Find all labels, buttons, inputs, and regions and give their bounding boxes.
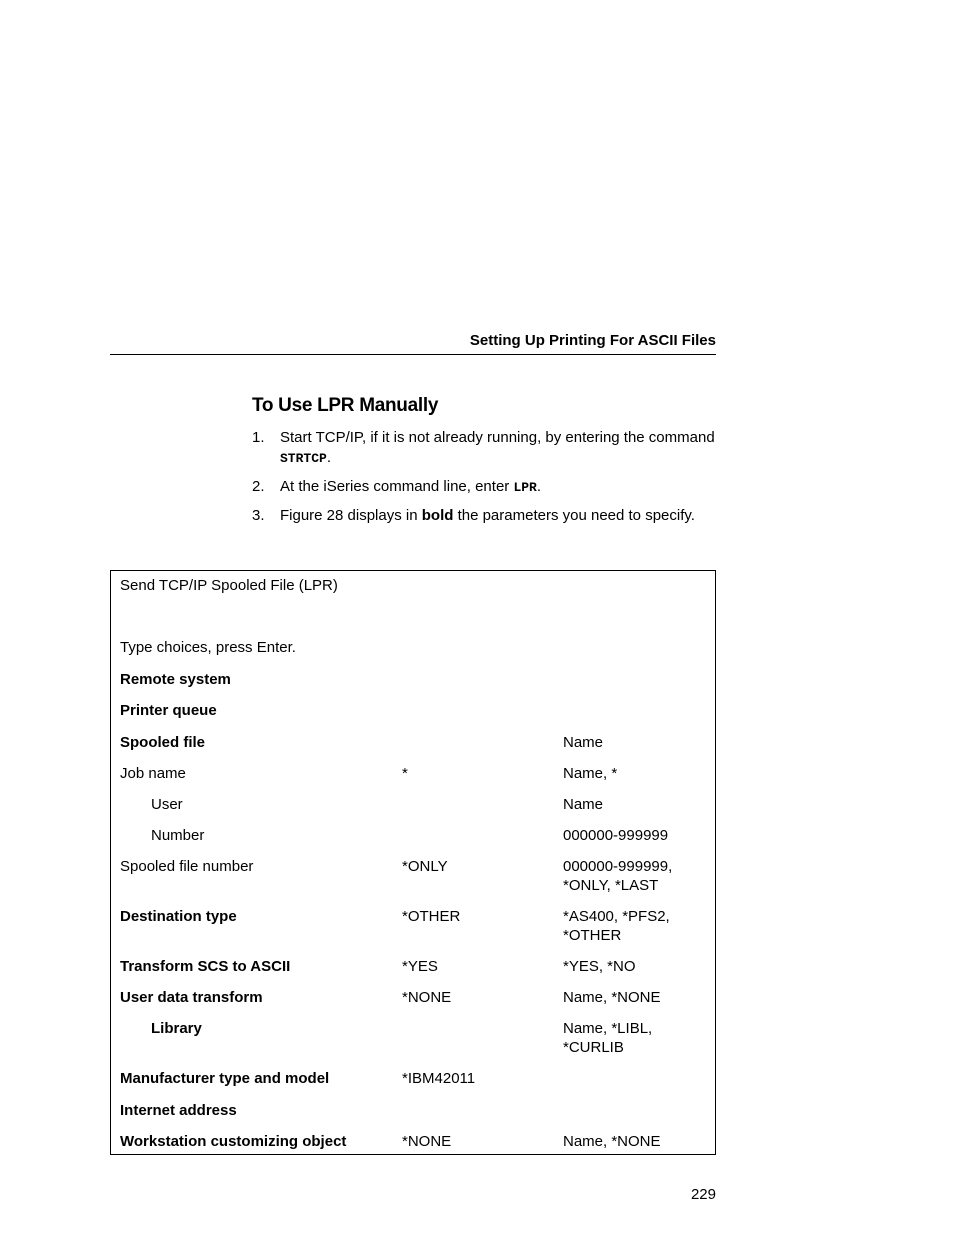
panel-title: Send TCP/IP Spooled File (LPR) bbox=[120, 577, 338, 594]
panel-instruction: Type choices, press Enter. bbox=[120, 639, 296, 656]
param-label: Internet address bbox=[120, 1102, 237, 1119]
param-value: *IBM42011 bbox=[402, 1070, 476, 1087]
param-choices: Name, * bbox=[563, 765, 618, 782]
param-choices: Name, *NONE bbox=[563, 989, 661, 1006]
param-value: * bbox=[402, 765, 408, 782]
param-label: Transform SCS to ASCII bbox=[120, 958, 291, 975]
step-text: Figure 28 displays in bbox=[280, 507, 422, 524]
page-number: 229 bbox=[690, 1186, 716, 1203]
param-label: Destination type bbox=[120, 908, 237, 925]
param-label: Printer queue bbox=[120, 702, 217, 719]
param-label: Number bbox=[151, 827, 205, 844]
step-command: LPR bbox=[513, 480, 537, 495]
section-title: To Use LPR Manually bbox=[252, 395, 439, 416]
param-choices: Name bbox=[563, 734, 604, 751]
param-label: Spooled file bbox=[120, 734, 206, 751]
param-value: *NONE bbox=[402, 1133, 452, 1150]
step-bold-word: bold bbox=[421, 507, 454, 524]
step-item bbox=[252, 428, 722, 469]
param-label: Remote system bbox=[120, 671, 231, 688]
steps-list bbox=[252, 428, 722, 534]
lpr-command-panel bbox=[110, 570, 716, 1155]
param-choices: 000000-999999 bbox=[563, 827, 669, 844]
param-choices: 000000-999999, *ONLY, *LAST bbox=[563, 858, 673, 894]
param-label: Manufacturer type and model bbox=[120, 1070, 330, 1087]
param-label: Workstation customizing object bbox=[120, 1133, 347, 1150]
param-label: Spooled file number bbox=[120, 858, 254, 875]
param-value: *ONLY bbox=[402, 858, 448, 875]
step-text: Start TCP/IP, if it is not already running, by entering the command bbox=[280, 429, 715, 446]
step-text-end: . bbox=[536, 478, 542, 495]
param-choices: Name bbox=[563, 796, 604, 813]
param-value: *NONE bbox=[402, 989, 452, 1006]
param-label: User bbox=[151, 796, 183, 813]
param-label: Job name bbox=[120, 765, 186, 782]
step-command: STRTCP bbox=[280, 451, 327, 466]
step-text-end: the parameters you need to specify. bbox=[453, 507, 695, 524]
step-item bbox=[252, 506, 722, 526]
step-number: 2. bbox=[252, 478, 265, 495]
step-text-end: . bbox=[326, 449, 331, 466]
param-choices: *YES, *NO bbox=[563, 958, 636, 975]
param-choices: Name, *LIBL, *CURLIB bbox=[563, 1020, 653, 1056]
step-text: At the iSeries command line, enter bbox=[280, 478, 514, 495]
param-choices: Name, *NONE bbox=[563, 1133, 661, 1150]
param-value: *YES bbox=[402, 958, 438, 975]
param-choices: *AS400, *PFS2, *OTHER bbox=[563, 908, 670, 944]
running-header: Setting Up Printing For ASCII Files bbox=[469, 332, 716, 349]
step-number: 3. bbox=[252, 507, 265, 524]
header-rule bbox=[110, 354, 716, 355]
step-item bbox=[252, 477, 722, 498]
step-number: 1. bbox=[252, 429, 265, 446]
param-label: User data transform bbox=[120, 989, 263, 1006]
param-label: Library bbox=[151, 1020, 202, 1037]
param-value: *OTHER bbox=[402, 908, 461, 925]
